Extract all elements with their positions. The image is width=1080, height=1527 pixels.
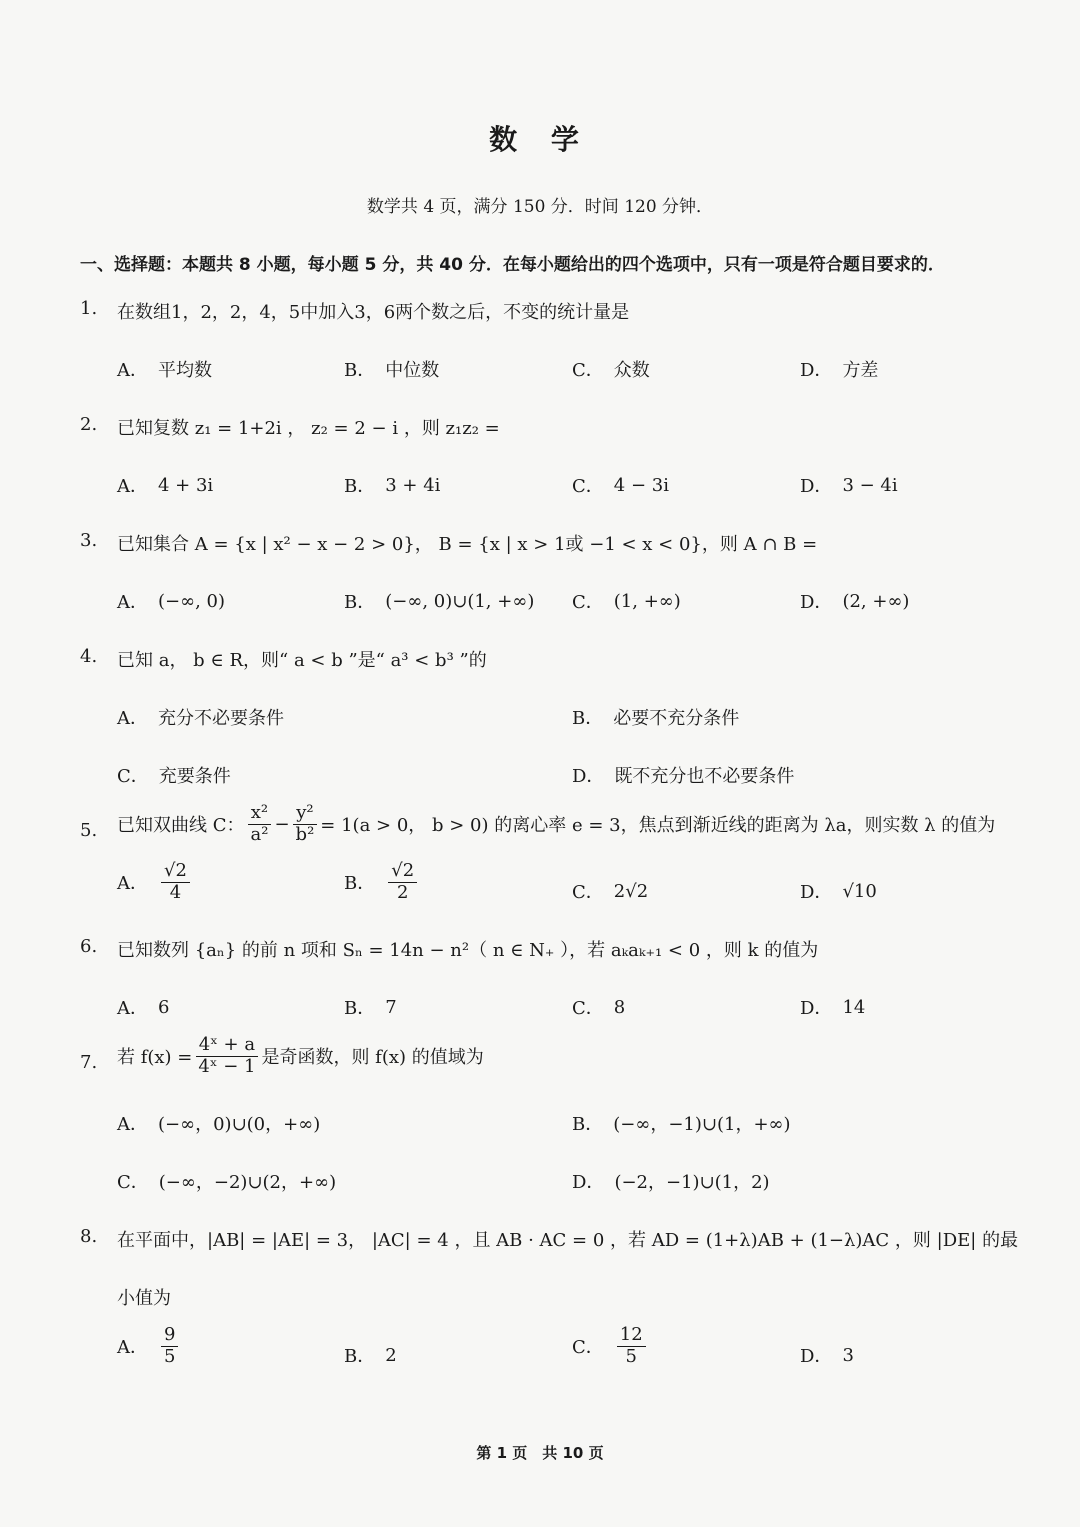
question-5-number: 5. [80,820,98,841]
question-3-option-a: A． (−∞, 0) [117,590,226,613]
question-7-text: 若 f(x) = $\frac{\text{4ˣ + a}}{\text{4ˣ − 1}}$ 是奇函数，则 f(x) 的值域为 [117,1034,484,1077]
section-heading: 一、选择题：本题共 8 小题，每小题 5 分，共 40 分．在每小题给出的四个选项中，只有一项是符合题目要求的． [80,255,945,275]
question-1-option-a: A． 平均数 [117,360,212,381]
question-6-option-a: A． 6 [117,996,170,1019]
question-8-option-c: C． $\frac{12}{5}$ [572,1326,649,1367]
question-2-option-d: D． 3 − 4i [800,474,898,497]
question-5-option-c: C． 2√2 [572,880,649,903]
question-5-text: 已知双曲线 C： $\frac{\text{x²}}{\text{a²}}$ − $\frac{\text{y²}}{\text{b²}}$ = 1(a > 0， b > 0) 的离心率 e = 3，焦点到渐近线的距离为 λa，则实数 λ 的值为 [117,802,996,845]
question-7-option-c: C． (−∞，−2)∪(2，+∞) [117,1172,337,1193]
question-4-option-b: B． 必要不充分条件 [572,708,740,729]
question-1-option-d: D． 方差 [800,360,879,381]
question-7-option-a: A． (−∞，0)∪(0，+∞) [117,1114,321,1135]
question-8-option-a: A． $\frac{9}{5}$ [117,1326,181,1367]
fraction-x2-a2: $\frac{\text{x²}}{\text{a²}}$ [248,804,272,845]
question-4-option-c: C． 充要条件 [117,766,231,787]
question-8-option-d: D． 3 [800,1344,854,1367]
question-3-option-d: D． (2, +∞) [800,590,910,613]
question-7-number: 7. [80,1052,98,1073]
question-4-option-a: A． 充分不必要条件 [117,708,284,729]
fraction-fx: $\frac{\text{4ˣ + a}}{\text{4ˣ − 1}}$ [195,1036,258,1077]
question-8-option-b: B． 2 [344,1344,397,1367]
question-6-number: 6. [80,936,98,957]
question-6-option-c: C． 8 [572,996,626,1019]
question-7-option-b: B． (−∞，−1)∪(1，+∞) [572,1114,791,1135]
question-7-option-d: D． (−2，−1)∪(1，2) [572,1172,770,1193]
question-5-option-a: A． $\frac{√2}{4}$ [117,862,193,903]
exam-info: 数学共 4 页，满分 150 分．时间 120 分钟． [366,197,714,217]
question-2-option-a: A． 4 + 3i [117,474,214,497]
page-footer: 第 1 页 共 10 页 [476,1444,604,1462]
question-6-text: 已知数列 {aₙ} 的前 n 项和 Sₙ = 14n − n²（ n ∈ N₊ ），若 aₖaₖ₊₁ < 0 ，则 k 的值为 [117,940,819,961]
question-1-text: 在数组1，2，2，4，5中加入3，6两个数之后，不变的统计量是 [117,302,630,323]
question-8-text: 在平面中，|AB| = |AE| = 3， |AC| = 4 ，且 AB · AC = 0 ，若 AD = (1+λ)AB + (1−λ)AC ，则 |DE| 的最 [117,1230,1019,1251]
question-1-option-c: C． 众数 [572,360,650,381]
question-2-option-c: C． 4 − 3i [572,474,669,497]
question-6-option-d: D． 14 [800,996,866,1019]
question-2-text: 已知复数 z₁ = 1+2i ， z₂ = 2 − i ，则 z₁z₂ = [117,418,500,439]
question-5-option-d: D． √10 [800,880,877,903]
question-4-number: 4. [80,646,98,667]
question-4-text: 已知 a， b ∈ R，则“ a < b ”是“ a³ < b³ ”的 [117,650,487,671]
question-3-option-b: B． (−∞, 0)∪(1, +∞) [344,590,535,613]
fraction-y2-b2: $\frac{\text{y²}}{\text{b²}}$ [293,804,318,845]
question-8-number: 8. [80,1226,98,1247]
question-2-option-b: B． 3 + 4i [344,474,441,497]
question-4-option-d: D． 既不充分也不必要条件 [572,766,795,787]
question-1-number: 1. [80,298,98,319]
question-5-option-b: B． $\frac{√2}{2}$ [344,862,420,903]
question-2-number: 2. [80,414,98,435]
question-3-number: 3. [80,530,98,551]
question-1-option-b: B． 中位数 [344,360,440,381]
question-6-option-b: B． 7 [344,996,397,1019]
question-8-text-continued: 小值为 [117,1288,171,1309]
question-3-text: 已知集合 A = {x | x² − x − 2 > 0}， B = {x | x > 1或 −1 < x < 0}，则 A ∩ B = [117,534,818,555]
page-title: 数 学 [489,123,591,156]
question-3-option-c: C． (1, +∞) [572,590,681,613]
